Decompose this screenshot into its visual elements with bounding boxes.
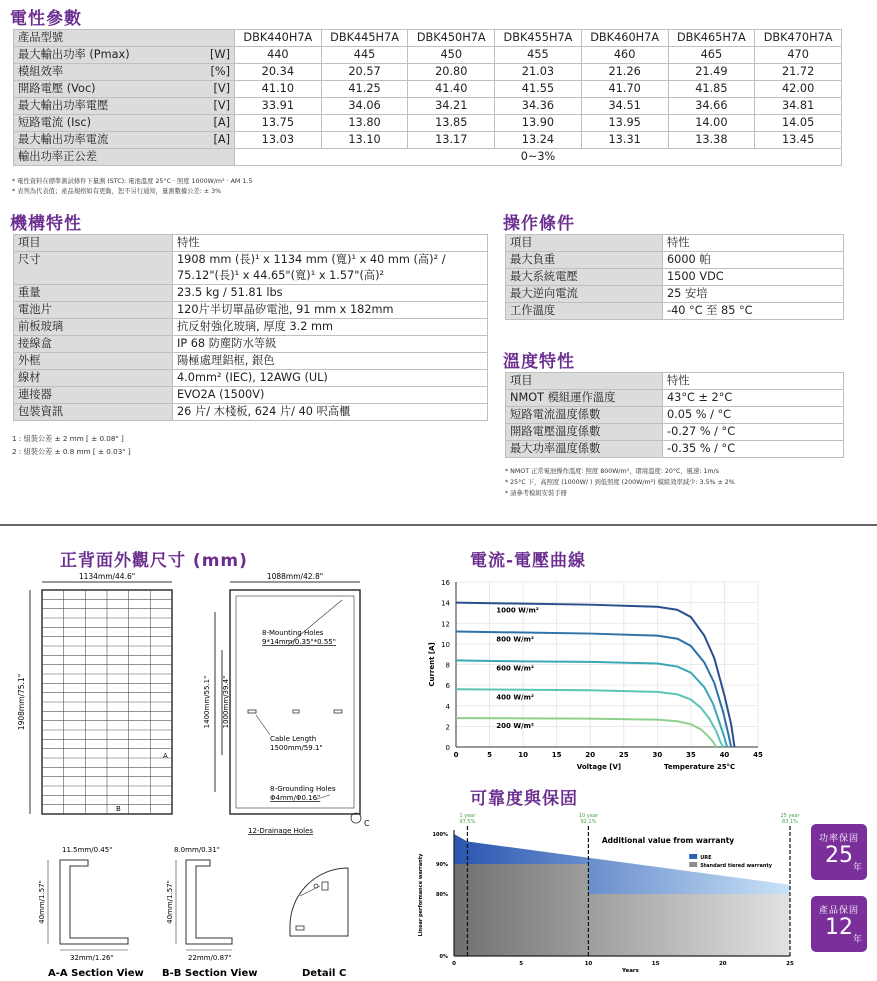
warranty-marker-label: 10 year — [578, 813, 598, 819]
mechanical-header-row — [14, 235, 488, 252]
electrical-row-label: 模組效率 — [14, 64, 203, 81]
mechanical-row — [14, 319, 488, 336]
dimension-drawings — [0, 570, 440, 981]
model-name: DBK470H7A — [755, 30, 842, 47]
warranty-xtick-label: 20 — [718, 961, 727, 967]
iv-ytick-label: 4 — [445, 702, 450, 711]
warranty-xlabel: Years — [622, 968, 639, 974]
model-name: DBK450H7A — [408, 30, 495, 47]
mechanical-row-value — [173, 252, 488, 285]
product-warranty-unit: 年 — [852, 935, 862, 945]
electrical-value: 21.72 — [755, 64, 842, 81]
product-warranty-years: 12 — [825, 915, 853, 940]
iv-xtick-label: 25 — [618, 751, 629, 759]
electrical-row-unit: [V] — [202, 98, 235, 115]
mechanical-row-label: 接線盒 — [14, 336, 173, 353]
operating-row — [506, 252, 844, 269]
electrical-value: 41.25 — [321, 81, 408, 98]
mechanical-row-label: 外框 — [14, 353, 173, 370]
electrical-row — [14, 81, 842, 98]
temperature-title: 溫度特性 — [503, 352, 575, 372]
warranty-title: 可靠度與保固 — [470, 789, 578, 809]
electrical-value: 21.26 — [581, 64, 668, 81]
grounding-holes-size: Φ4mm/Φ0.16" — [270, 794, 321, 802]
warranty-marker-value: 92.1% — [580, 819, 597, 825]
electrical-value: 41.85 — [668, 81, 755, 98]
power-warranty-badge — [811, 824, 867, 880]
iv-xtick-label: 40 — [719, 751, 730, 759]
mechanical-value-text: 23.5 kg / 51.81 lbs — [177, 286, 283, 299]
electrical-value: 34.21 — [408, 98, 495, 115]
aa-bottom-label: 32mm/1.26" — [70, 954, 114, 962]
electrical-value: 13.80 — [321, 115, 408, 132]
electrical-value: 33.91 — [235, 98, 322, 115]
model-name: DBK460H7A — [581, 30, 668, 47]
electrical-header-row — [14, 30, 842, 47]
operating-header-row — [506, 235, 844, 252]
mounting-holes-label: 8-Mounting Holes — [262, 629, 324, 637]
drainage-holes-label: 12-Drainage Holes — [248, 827, 314, 835]
aa-top-label: 11.5mm/0.45" — [62, 846, 113, 854]
temperature-row-value: -0.35 % / °C — [663, 441, 844, 458]
electrical-value: 455 — [495, 47, 582, 64]
temperature-row — [506, 407, 844, 424]
electrical-value: 34.51 — [581, 98, 668, 115]
bb-section-title: B-B Section View — [162, 968, 258, 979]
warranty-chart — [410, 808, 805, 980]
legend-ure-label: URE — [700, 855, 712, 861]
legend-standard-label: Standard tiered warranty — [700, 863, 773, 869]
iv-xtick-label: 10 — [518, 751, 528, 759]
mechanical-header-item: 項目 — [14, 235, 173, 252]
warranty-marker-value: 83.1% — [782, 819, 798, 825]
mechanical-row-label: 前板玻璃 — [14, 319, 173, 336]
mechanical-row-label: 電池片 — [14, 302, 173, 319]
temperature-note-1: * NMOT 正常電池操作溫度: 照度 800W/m²，環境溫度: 20°C，風速: 1m/s — [505, 468, 719, 475]
temperature-header-value: 特性 — [663, 373, 844, 390]
temperature-header-item: 項目 — [506, 373, 663, 390]
mechanical-title: 機構特性 — [10, 214, 82, 234]
iv-series-label: 200 W/m² — [496, 722, 534, 731]
back-height-1000-label: 1000mm/39.4" — [222, 675, 230, 729]
operating-table — [505, 234, 844, 320]
temperature-header-row — [506, 373, 844, 390]
front-width-label: 1134mm/44.6" — [78, 572, 136, 581]
warranty-xtick-label: 25 — [786, 961, 794, 967]
mechanical-row-label: 線材 — [14, 370, 173, 387]
iv-series-label: 600 W/m² — [496, 664, 534, 673]
mechanical-value-text: 抗反射強化玻璃, 厚度 3.2 mm — [177, 320, 334, 333]
section-mark-b: B — [116, 805, 121, 813]
mechanical-value-text-2: 75.12"(長)¹ x 44.65"(寬)¹ x 1.57"(高)² — [177, 269, 385, 282]
mechanical-note-1: 1 : 組裝公差 ± 2 mm [ ± 0.08" ] — [12, 434, 124, 443]
electrical-value: 13.95 — [581, 115, 668, 132]
mechanical-row — [14, 285, 488, 302]
electrical-value: 13.75 — [235, 115, 322, 132]
model-name: DBK440H7A — [235, 30, 322, 47]
temperature-row-label: NMOT 模組運作溫度 — [506, 390, 663, 407]
operating-row-value: 6000 帕 — [663, 252, 844, 269]
product-warranty-badge — [811, 896, 867, 952]
electrical-row — [14, 132, 842, 149]
grounding-holes-label: 8-Grounding Holes — [270, 785, 336, 793]
electrical-note-1: * 電性資料在標準測試條件下量測 (STC): 電池溫度 25°C ‧ 照度 1000W/m² ‧ AM 1.5 — [12, 178, 253, 185]
electrical-row-unit: [%] — [202, 64, 235, 81]
front-view — [30, 582, 172, 814]
iv-xtick-label: 20 — [585, 751, 596, 759]
electrical-row-unit: [V] — [202, 81, 235, 98]
detail-mark-c: C — [364, 819, 370, 828]
mechanical-row-value — [173, 353, 488, 370]
temperature-row-label: 最大功率溫度係數 — [506, 441, 663, 458]
model-name: DBK465H7A — [668, 30, 755, 47]
iv-ytick-label: 12 — [441, 620, 450, 629]
section-divider — [0, 524, 877, 526]
iv-ytick-label: 14 — [441, 599, 450, 608]
mechanical-row — [14, 353, 488, 370]
electrical-row — [14, 98, 842, 115]
temperature-row — [506, 441, 844, 458]
detail-c-title: Detail C — [302, 968, 347, 979]
mechanical-row — [14, 387, 488, 404]
mechanical-row-value — [173, 302, 488, 319]
electrical-value: 465 — [668, 47, 755, 64]
mechanical-row-value — [173, 370, 488, 387]
warranty-xtick-label: 0 — [452, 961, 456, 967]
iv-series-line — [456, 718, 716, 747]
electrical-value: 445 — [321, 47, 408, 64]
warranty-annotation: Additional value from warranty — [601, 836, 735, 845]
iv-ytick-label: 16 — [441, 579, 450, 587]
iv-xtick-label: 15 — [551, 751, 562, 759]
electrical-row-unit: [A] — [202, 115, 235, 132]
electrical-value: 13.90 — [495, 115, 582, 132]
electrical-value: 13.38 — [668, 132, 755, 149]
iv-chart — [420, 572, 780, 782]
warranty-marker-value: 97.5% — [459, 819, 476, 825]
electrical-value: 34.81 — [755, 98, 842, 115]
back-height-1400-label: 1400mm/55.1" — [203, 675, 211, 729]
electrical-value: 34.06 — [321, 98, 408, 115]
aa-section-drawing — [48, 860, 128, 950]
model-label: 產品型號 — [14, 30, 235, 47]
iv-xtick-label: 0 — [453, 751, 459, 759]
temperature-row-value: 0.05 % / °C — [663, 407, 844, 424]
warranty-ytick-label: 0% — [439, 954, 448, 960]
electrical-value: 41.70 — [581, 81, 668, 98]
electrical-value: 470 — [755, 47, 842, 64]
electrical-value: 20.34 — [235, 64, 322, 81]
temperature-row-label: 短路電流溫度係數 — [506, 407, 663, 424]
mechanical-row-label: 連接器 — [14, 387, 173, 404]
mechanical-row-label: 尺寸 — [14, 252, 173, 285]
iv-xtick-label: 30 — [652, 751, 663, 759]
operating-row-value: -40 °C 至 85 °C — [663, 303, 844, 320]
cable-length-size: 1500mm/59.1" — [270, 744, 323, 752]
temperature-row-value: 43°C ± 2°C — [663, 390, 844, 407]
electrical-value: 13.24 — [495, 132, 582, 149]
operating-header-value: 特性 — [663, 235, 844, 252]
bb-section-drawing — [176, 860, 232, 950]
electrical-note-2: * 表列為代表值；產品規格如有更動，恕不另行通知，量測數據公差: ± 3% — [12, 188, 222, 195]
tolerance-value: 0~3% — [235, 149, 842, 166]
bb-bottom-label: 22mm/0.87" — [188, 954, 232, 962]
mechanical-row-value — [173, 336, 488, 353]
warranty-ylabel: Linear performance warranty — [418, 853, 424, 937]
operating-header-item: 項目 — [506, 235, 663, 252]
electrical-row-label: 最大輸出功率電流 — [14, 132, 203, 149]
electrical-row-label: 開路電壓 (Voc) — [14, 81, 203, 98]
legend-ure-swatch — [689, 854, 697, 859]
section-mark-a: A — [163, 752, 168, 760]
iv-series-label: 800 W/m² — [496, 635, 534, 644]
temperature-note-3: * 請參考模組安裝手冊 — [505, 490, 567, 497]
electrical-row-label: 最大輸出功率電壓 — [14, 98, 203, 115]
power-warranty-unit: 年 — [852, 863, 862, 873]
iv-chart-title: 電流-電壓曲線 — [470, 551, 587, 571]
iv-ytick-label: 0 — [445, 744, 450, 752]
bb-top-label: 8.0mm/0.31" — [174, 846, 220, 854]
iv-series-line — [456, 660, 727, 747]
temperature-row-label: 開路電壓溫度係數 — [506, 424, 663, 441]
iv-series-label: 400 W/m² — [496, 693, 534, 702]
electrical-row-label: 最大輸出功率 (Pmax) — [14, 47, 203, 64]
iv-annotation: Temperature 25°C — [664, 763, 736, 771]
mechanical-table — [13, 234, 488, 421]
electrical-value: 41.10 — [235, 81, 322, 98]
temperature-note-2: * 25°C 下，高照度 (1000W/ ) 到低照度 (200W/m²) 模組效率減少: 3.5% ± 2% — [505, 479, 735, 486]
temperature-table — [505, 372, 844, 458]
operating-row-value: 1500 VDC — [663, 269, 844, 286]
mechanical-note-2: 2 : 組裝公差 ± 0.8 mm [ ± 0.03" ] — [12, 447, 131, 456]
mechanical-value-text: 陽極處理鋁框, 銀色 — [177, 354, 275, 367]
electrical-row — [14, 115, 842, 132]
electrical-value: 440 — [235, 47, 322, 64]
iv-series-label: 1000 W/m² — [496, 606, 539, 615]
operating-row — [506, 269, 844, 286]
electrical-value: 450 — [408, 47, 495, 64]
temperature-row-value: -0.27 % / °C — [663, 424, 844, 441]
electrical-row-unit: [W] — [202, 47, 235, 64]
electrical-value: 460 — [581, 47, 668, 64]
mechanical-row — [14, 370, 488, 387]
mechanical-row-label: 包裝資訊 — [14, 404, 173, 421]
mechanical-value-text: 4.0mm² (IEC), 12AWG (UL) — [177, 371, 328, 384]
iv-ytick-label: 8 — [445, 661, 450, 670]
electrical-row — [14, 47, 842, 64]
operating-row-label: 最大負重 — [506, 252, 663, 269]
electrical-table — [13, 29, 842, 166]
iv-ytick-label: 10 — [441, 640, 450, 649]
iv-ylabel: Current [A] — [428, 642, 436, 687]
mechanical-row — [14, 336, 488, 353]
back-width-label: 1088mm/42.8" — [266, 572, 324, 581]
iv-ytick-label: 6 — [445, 682, 450, 691]
operating-row — [506, 286, 844, 303]
warranty-marker-label: 1 year — [459, 813, 476, 819]
legend-standard-swatch — [689, 862, 697, 867]
mounting-holes-size: 9*14mm/0.35"*0.55" — [262, 638, 336, 646]
electrical-value: 21.49 — [668, 64, 755, 81]
mechanical-row — [14, 252, 488, 285]
electrical-value: 20.80 — [408, 64, 495, 81]
dimensions-title: 正背面外觀尺寸 (mm) — [60, 551, 248, 571]
warranty-ytick-label: 100% — [432, 832, 448, 838]
electrical-value: 14.05 — [755, 115, 842, 132]
cable-length-label: Cable Length — [270, 735, 317, 743]
electrical-value: 13.85 — [408, 115, 495, 132]
warranty-xtick-label: 5 — [519, 961, 524, 967]
iv-ytick-label: 2 — [445, 723, 450, 732]
tolerance-row — [14, 149, 842, 166]
electrical-value: 13.31 — [581, 132, 668, 149]
electrical-value: 42.00 — [755, 81, 842, 98]
detail-c-drawing — [290, 868, 348, 936]
electrical-row-unit: [A] — [202, 132, 235, 149]
operating-row-label: 工作溫度 — [506, 303, 663, 320]
iv-xtick-label: 45 — [753, 751, 763, 759]
operating-row-label: 最大逆向電流 — [506, 286, 663, 303]
electrical-row — [14, 64, 842, 81]
mechanical-row-value — [173, 285, 488, 302]
operating-row-value: 25 安培 — [663, 286, 844, 303]
product-warranty-title: 產品保固 — [818, 906, 859, 916]
warranty-xtick-label: 10 — [584, 961, 593, 967]
electrical-value: 14.00 — [668, 115, 755, 132]
mechanical-row-value — [173, 387, 488, 404]
mechanical-row-value — [173, 319, 488, 336]
electrical-value: 21.03 — [495, 64, 582, 81]
mechanical-row-label: 重量 — [14, 285, 173, 302]
operating-row-label: 最大系統電壓 — [506, 269, 663, 286]
front-height-label: 1908mm/75.1" — [17, 673, 26, 731]
electrical-value: 13.45 — [755, 132, 842, 149]
warranty-ytick-label: 80% — [436, 892, 448, 898]
model-name: DBK445H7A — [321, 30, 408, 47]
mechanical-value-text: IP 68 防塵防水等級 — [177, 337, 277, 350]
mechanical-row — [14, 404, 488, 421]
power-warranty-title: 功率保固 — [818, 834, 859, 844]
iv-xtick-label: 35 — [686, 751, 696, 759]
iv-xtick-label: 5 — [487, 751, 492, 759]
electrical-value: 20.57 — [321, 64, 408, 81]
electrical-value: 13.17 — [408, 132, 495, 149]
temperature-row — [506, 424, 844, 441]
electrical-title: 電性參數 — [10, 9, 82, 29]
iv-xlabel: Voltage [V] — [576, 763, 622, 771]
mechanical-row-value — [173, 404, 488, 421]
warranty-xtick-label: 15 — [651, 961, 660, 967]
electrical-value: 34.36 — [495, 98, 582, 115]
mechanical-header-value: 特性 — [173, 235, 488, 252]
mechanical-value-text: 120片半切單晶矽電池, 91 mm x 182mm — [177, 303, 394, 316]
warranty-ytick-label: 90% — [436, 862, 448, 868]
electrical-row-label: 短路電流 (Isc) — [14, 115, 203, 132]
electrical-value: 41.55 — [495, 81, 582, 98]
mechanical-value-text: 26 片/ 木棧板, 624 片/ 40 呎高櫃 — [177, 405, 351, 418]
warranty-marker-label: 25 year — [780, 813, 800, 819]
aa-height-label: 40mm/1.57" — [38, 880, 46, 924]
mechanical-value-text: EVO2A (1500V) — [177, 388, 265, 401]
electrical-value: 34.66 — [668, 98, 755, 115]
power-warranty-years: 25 — [825, 843, 853, 868]
electrical-value: 41.40 — [408, 81, 495, 98]
model-name: DBK455H7A — [495, 30, 582, 47]
mechanical-value-text: 1908 mm (長)¹ x 1134 mm (寬)¹ x 40 mm (高)² / — [177, 253, 446, 266]
operating-row — [506, 303, 844, 320]
tolerance-label: 輸出功率正公差 — [14, 149, 235, 166]
aa-section-title: A-A Section View — [48, 968, 144, 979]
bb-height-label: 40mm/1.57" — [166, 880, 174, 924]
temperature-row — [506, 390, 844, 407]
electrical-value: 13.10 — [321, 132, 408, 149]
operating-title: 操作條件 — [503, 214, 575, 234]
mechanical-row — [14, 302, 488, 319]
electrical-value: 13.03 — [235, 132, 322, 149]
